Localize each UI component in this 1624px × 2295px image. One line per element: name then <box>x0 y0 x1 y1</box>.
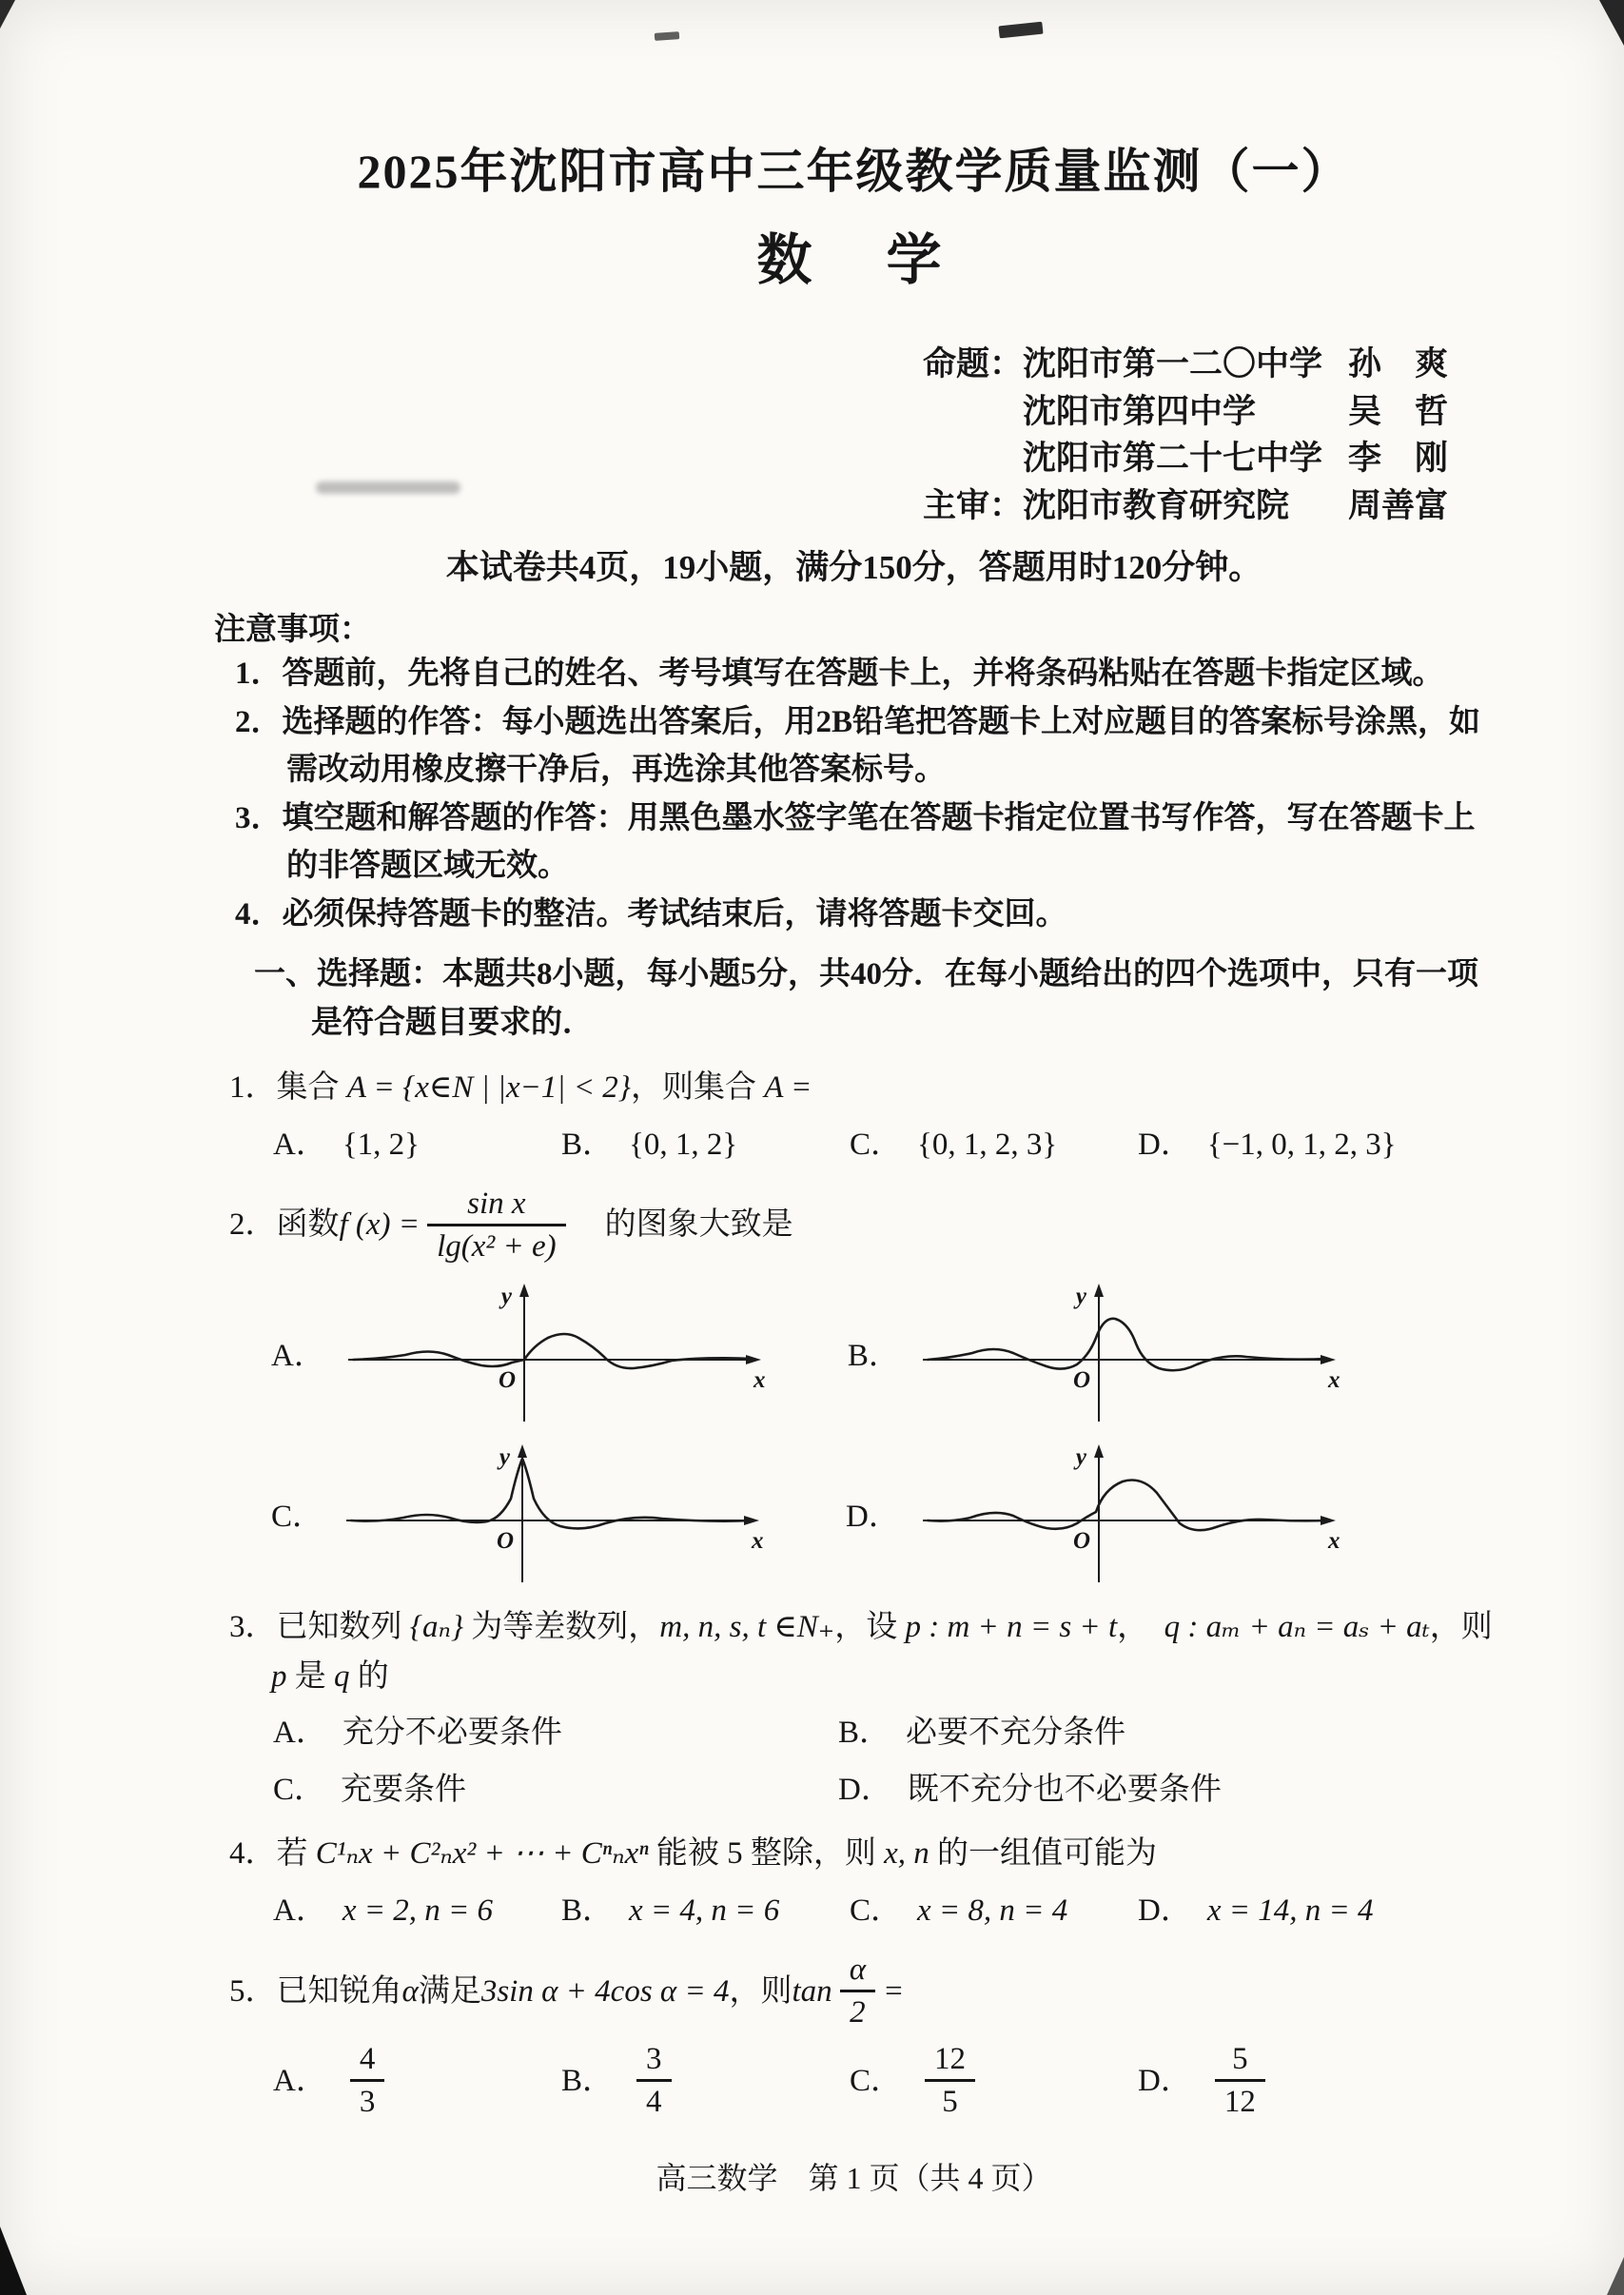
scan-artifact <box>998 22 1043 39</box>
question-4 <box>214 1831 1494 1878</box>
fraction-denominator: 2 <box>840 1990 875 2032</box>
y-axis-label: y <box>1075 1284 1086 1310</box>
question-text: 的一组值可能为 <box>929 1836 1158 1872</box>
scan-artifact <box>1599 0 1624 46</box>
math-expression: f (x) = <box>339 1207 421 1243</box>
scan-artifact <box>1607 2257 1624 2295</box>
question-3-line2 <box>214 1654 1494 1701</box>
graph-option-d <box>846 1440 1341 1587</box>
math-expression: α <box>401 1973 419 2009</box>
option-d <box>838 1767 1403 1814</box>
math-expression: q : aₘ + aₙ = aₛ + aₜ <box>1164 1610 1430 1645</box>
option-a <box>273 1122 561 1169</box>
option-text: {−1, 0, 1, 2, 3} <box>1206 1127 1397 1162</box>
question-5-options <box>214 2041 1494 2121</box>
option-label: C． <box>850 1893 903 1928</box>
exam-info: 本试卷共4页，19小题，满分150分，答题用时120分钟。 <box>445 548 1262 586</box>
y-axis-label: y <box>499 1444 511 1471</box>
graph-a-plot <box>339 1279 767 1426</box>
question-text: ，则 <box>729 1973 792 2009</box>
math-expression: p : m + n = s + t <box>905 1610 1118 1645</box>
scan-artifact <box>0 2226 27 2295</box>
fraction <box>636 2041 672 2121</box>
fraction <box>925 2041 975 2121</box>
math-expression: q <box>334 1658 350 1694</box>
fraction <box>350 2041 385 2121</box>
origin-label: O <box>1072 1367 1090 1394</box>
x-axis-label: x <box>1327 1367 1340 1394</box>
subject-title: 数 学 <box>756 229 951 291</box>
question-3-options-row-1 <box>214 1710 1494 1757</box>
option-text: {0, 1, 2} <box>629 1127 738 1162</box>
question-text: ， <box>1117 1610 1164 1645</box>
math-expression: {aₙ} <box>409 1610 464 1645</box>
option-d <box>1138 2041 1426 2121</box>
question-text: 5．已知锐角 <box>229 1973 402 2009</box>
origin-label: O <box>1072 1528 1090 1555</box>
option-text: x = 2, n = 6 <box>342 1893 494 1928</box>
option-text: x = 4, n = 6 <box>629 1893 780 1928</box>
option-b <box>561 1888 850 1935</box>
question-text: 满足 <box>418 1973 481 2009</box>
fraction-numerator: 3 <box>646 2042 662 2077</box>
fraction-denominator: 12 <box>1215 2079 1265 2122</box>
option-text: 既不充分也不必要条件 <box>907 1772 1222 1807</box>
fraction <box>1215 2041 1265 2121</box>
x-axis-label: x <box>752 1528 764 1555</box>
option-c <box>273 1767 838 1814</box>
fraction-denominator: 4 <box>636 2079 672 2122</box>
option-b <box>838 1710 1403 1757</box>
notice-item: 3．填空题和解答题的作答：用黑色墨水签字笔在答题卡指定位置书写作答，写在答题卡上的非答题区域无效。 <box>235 801 1476 883</box>
setter-row <box>923 388 1448 436</box>
fraction <box>840 1952 875 2031</box>
setter-label: 命题：沈阳市第一二〇中学 <box>923 345 1323 382</box>
notice-heading: 注意事项： <box>214 612 371 647</box>
question-4-options <box>214 1888 1494 1935</box>
fraction-numerator: 5 <box>1232 2042 1248 2077</box>
x-axis-label: x <box>1327 1528 1340 1555</box>
option-a <box>273 1888 561 1935</box>
fraction-numerator: sin x <box>467 1187 526 1222</box>
option-b <box>561 2041 850 2121</box>
question-text: 的 <box>349 1658 389 1694</box>
x-axis-label: x <box>753 1367 766 1394</box>
option-c <box>850 1888 1138 1935</box>
setter-row <box>923 482 1448 530</box>
option-label: A． <box>273 1127 327 1162</box>
page-footer: 高三数学 第 1 页（共 4 页） <box>655 2160 1052 2195</box>
question-text: 的图象大致是 <box>573 1207 793 1243</box>
notice-item: 4．必须保持答题卡的整洁。考试结束后，请将答题卡交回。 <box>235 897 1067 932</box>
option-label: D． <box>846 1500 900 1535</box>
question-3-options-row-2 <box>214 1767 1494 1814</box>
fraction-denominator: 3 <box>350 2079 385 2122</box>
page-title: 2025年沈阳市高中三年级教学质量监测（一） <box>357 145 1351 198</box>
option-b <box>561 1122 850 1169</box>
math-expression: A = {x∈N | |x−1| < 2} <box>346 1070 631 1106</box>
math-expression: p <box>271 1658 287 1694</box>
math-expression: A = <box>764 1070 812 1106</box>
graph-option-a <box>271 1279 767 1426</box>
section-heading: 一、选择题：本题共8小题，每小题5分，共40分．在每小题给出的四个选项中，只有一项是符合题目要求的． <box>254 956 1478 1040</box>
question-text: 3．已知数列 <box>229 1610 410 1645</box>
question-text: 2．函数 <box>229 1207 340 1243</box>
scan-artifact <box>655 31 679 41</box>
function-curve <box>351 1459 751 1528</box>
option-text: x = 14, n = 4 <box>1206 1893 1374 1928</box>
setter-name: 孙 爽 <box>1347 345 1448 382</box>
question-text: 能被 5 整除，则 <box>648 1836 885 1872</box>
question-text: 4．若 <box>229 1836 316 1872</box>
question-3 <box>214 1604 1494 1652</box>
option-text: 必要不充分条件 <box>906 1716 1126 1751</box>
fraction-numerator: 12 <box>934 2042 967 2077</box>
option-c <box>850 1122 1138 1169</box>
math-expression: = <box>883 1973 905 2009</box>
option-label: A． <box>271 1339 325 1374</box>
math-expression: C¹ₙx + C²ₙx² + ⋯ + Cⁿₙxⁿ <box>315 1836 649 1872</box>
math-expression: m, n, s, t ∈N₊ <box>659 1610 835 1645</box>
function-curve <box>928 1319 1327 1370</box>
setter-name: 李 刚 <box>1347 440 1448 478</box>
option-a <box>273 2041 561 2121</box>
option-label: A． <box>273 2063 327 2098</box>
setter-name: 周善富 <box>1347 487 1448 525</box>
notice-item: 2．选择题的作答：每小题选出答案后，用2B铅笔把答题卡上对应题目的答案标号涂黑，如需改动用橡皮擦干净后，再选涂其他答案标号。 <box>235 705 1481 787</box>
option-label: D． <box>1138 1127 1192 1162</box>
setter-name: 吴 哲 <box>1347 392 1448 430</box>
graph-d-plot <box>913 1440 1341 1587</box>
fraction-denominator: 5 <box>925 2079 975 2122</box>
question-text: 是 <box>286 1658 334 1694</box>
option-label: D． <box>1138 2063 1192 2098</box>
graph-option-b <box>848 1279 1341 1426</box>
option-label: C． <box>273 1772 326 1807</box>
option-label: D． <box>1138 1893 1192 1928</box>
option-a <box>273 1710 838 1757</box>
y-axis-label: y <box>1075 1444 1086 1471</box>
setter-row <box>923 435 1448 482</box>
option-label: C． <box>271 1500 324 1535</box>
function-curve <box>353 1334 753 1368</box>
question-text: ，设 <box>834 1610 906 1645</box>
question-text: ，则集合 <box>630 1070 765 1106</box>
graph-c-plot <box>337 1440 765 1587</box>
setters-block <box>923 341 1448 530</box>
option-label: B． <box>561 1127 615 1162</box>
fraction-numerator: α <box>849 1952 867 1988</box>
graph-option-c <box>271 1440 765 1587</box>
math-expression: 3sin α + 4cos α = 4 <box>480 1973 730 2009</box>
option-label: B． <box>847 1339 900 1374</box>
setter-label: 主审：沈阳市教育研究院 <box>923 487 1290 525</box>
graph-b-plot <box>913 1279 1341 1426</box>
function-curve <box>928 1481 1327 1531</box>
graph-row-2 <box>214 1440 1494 1587</box>
option-text: {0, 1, 2, 3} <box>917 1127 1058 1162</box>
y-axis-label: y <box>500 1284 512 1310</box>
notice-item: 1．答题前，先将自己的姓名、考号填写在答题卡上，并将条码粘贴在答题卡指定区域。 <box>235 656 1444 691</box>
setter-label: 沈阳市第二十七中学 <box>923 440 1323 478</box>
option-label: D． <box>838 1772 892 1807</box>
option-label: B． <box>561 1893 615 1928</box>
option-text: 充分不必要条件 <box>342 1716 562 1751</box>
option-label: B． <box>561 2063 615 2098</box>
question-1-options <box>214 1122 1494 1169</box>
option-d <box>1138 1122 1426 1169</box>
graph-row-1 <box>214 1279 1494 1426</box>
option-c <box>850 2041 1138 2121</box>
option-label: C． <box>850 1127 903 1162</box>
page-content <box>214 143 1494 2198</box>
option-text: {1, 2} <box>342 1127 421 1162</box>
option-label: A． <box>273 1716 327 1751</box>
option-d <box>1138 1888 1426 1935</box>
question-text: ，则 <box>1429 1610 1493 1645</box>
fraction-numerator: 4 <box>359 2042 376 2077</box>
question-text: 1．集合 <box>229 1070 347 1106</box>
question-2 <box>214 1186 1494 1265</box>
option-text: 充要条件 <box>341 1772 467 1807</box>
option-label: C． <box>850 2063 903 2098</box>
setter-label: 沈阳市第四中学 <box>923 392 1257 430</box>
question-1 <box>214 1065 1494 1112</box>
option-text: x = 8, n = 4 <box>917 1893 1068 1928</box>
option-label: A． <box>273 1893 327 1928</box>
question-text: 为等差数列， <box>463 1610 660 1645</box>
question-5 <box>214 1952 1494 2031</box>
scan-artifact <box>0 0 15 29</box>
origin-label: O <box>498 1367 516 1394</box>
option-label: B． <box>838 1716 891 1751</box>
fraction <box>427 1186 566 1265</box>
math-expression: tan <box>792 1973 832 2009</box>
math-expression: x, n <box>884 1836 929 1872</box>
origin-label: O <box>497 1528 515 1555</box>
setter-row <box>923 341 1448 388</box>
fraction-denominator: lg(x² + e) <box>427 1224 566 1266</box>
